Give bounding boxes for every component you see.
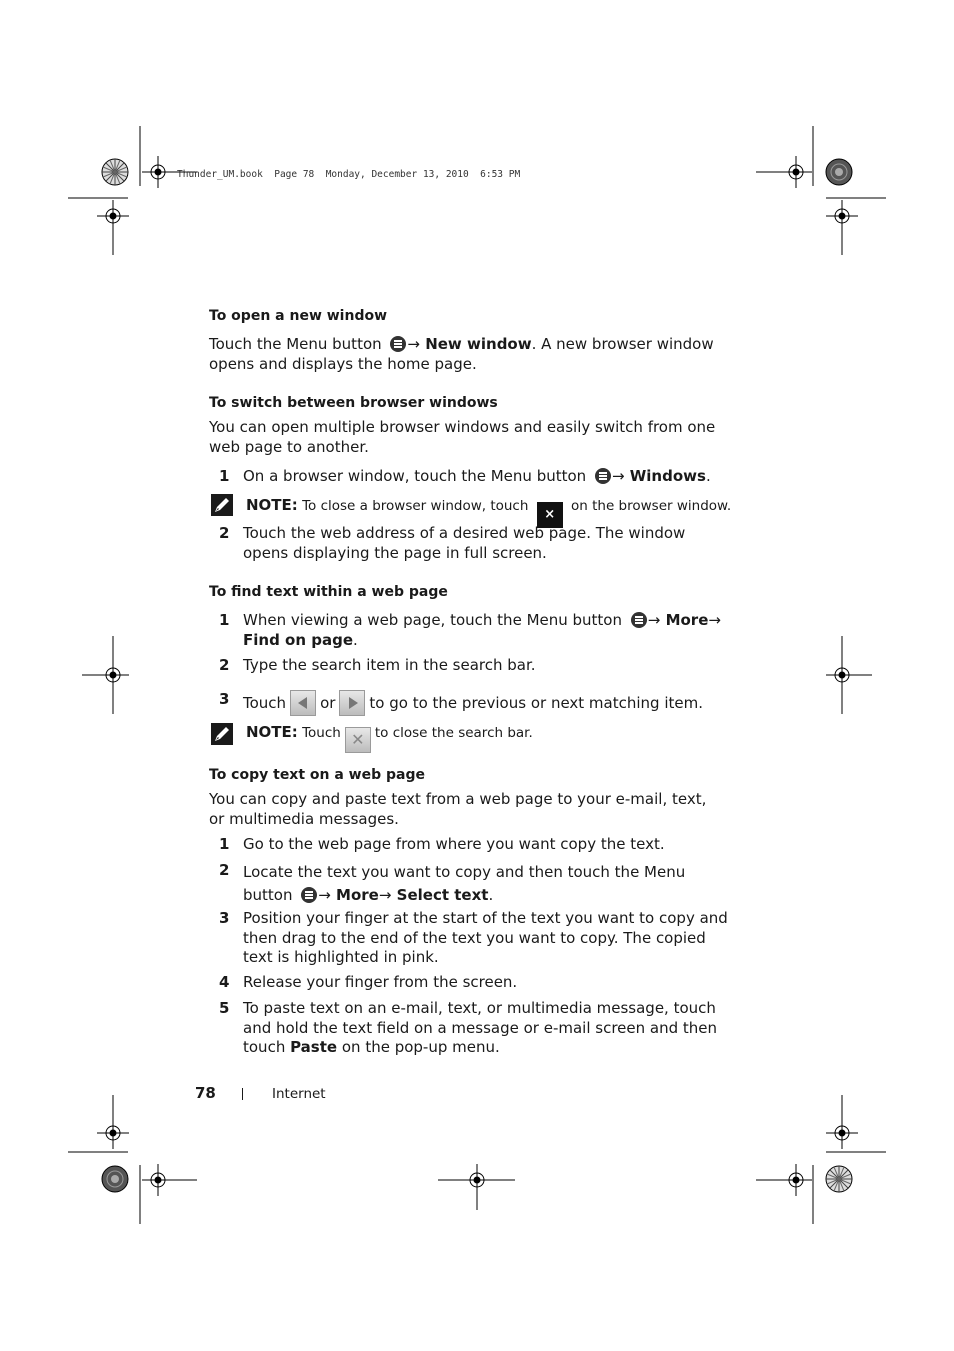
registration-wheel-icon xyxy=(102,1166,128,1192)
menu-icon xyxy=(631,612,647,628)
step-number: 1 xyxy=(219,835,230,853)
step-find-3: Touch or to go to the previous or next matching item. xyxy=(243,690,728,716)
registration-wheel-icon xyxy=(826,1166,852,1192)
step-number: 2 xyxy=(219,861,230,879)
paragraph-switch-intro: You can open multiple browser windows and easily switch from one web page to another. xyxy=(209,418,716,456)
footer-section-label: Internet xyxy=(272,1086,326,1102)
menu-icon xyxy=(301,887,317,903)
step-number: 5 xyxy=(219,999,230,1017)
paragraph-open-new-window: Touch the Menu button → New window. A new browser window opens and displays the home page. xyxy=(209,335,714,373)
heading-find-text: To find text within a web page xyxy=(209,584,448,600)
heading-switch-windows: To switch between browser windows xyxy=(209,395,498,411)
step-find-2: Type the search item in the search bar. xyxy=(243,656,536,674)
next-arrow-icon xyxy=(339,690,365,716)
step-copy-1: Go to the web page from where you want copy the text. xyxy=(243,835,665,853)
step-switch-1: On a browser window, touch the Menu button → Windows. xyxy=(243,467,711,485)
registration-wheel-icon xyxy=(102,159,128,185)
step-copy-3: Position your finger at the start of the text you want to copy and then drag to the end of the text you want to copy. The copied text is highlighted in pink. xyxy=(243,909,728,966)
step-number: 4 xyxy=(219,973,230,991)
menu-icon xyxy=(595,468,611,484)
pencil-note-icon xyxy=(211,723,233,745)
note-close-search: NOTE: Touch ✕ to close the search bar. xyxy=(246,723,533,753)
page-number: 78 xyxy=(195,1084,216,1102)
step-find-1: When viewing a web page, touch the Menu button → More→ Find on page. xyxy=(243,611,721,649)
pencil-note-icon xyxy=(211,494,233,516)
step-copy-4: Release your finger from the screen. xyxy=(243,973,518,991)
step-copy-5: To paste text on an e-mail, text, or multimedia message, touch and hold the text field on a message or e-mail screen and then touch Paste on the pop-up menu. xyxy=(243,999,718,1056)
step-switch-2: Touch the web address of a desired web page. The window opens displaying the page in full screen. xyxy=(243,524,686,562)
paragraph-copy-intro: You can copy and paste text from a web page to your e-mail, text, or multimedia messages. xyxy=(209,790,707,828)
menu-icon xyxy=(390,336,406,352)
note-close-window: NOTE: To close a browser window, touch × on the browser window. xyxy=(246,496,731,528)
close-icon: × xyxy=(537,502,563,528)
heading-open-new-window: To open a new window xyxy=(209,308,388,324)
step-number: 1 xyxy=(219,467,230,485)
print-slug: Thunder_UM.book Page 78 Monday, December 13, 2010 6:53 PM xyxy=(177,169,521,180)
heading-copy-text: To copy text on a web page xyxy=(209,767,425,783)
registration-wheel-icon xyxy=(826,159,852,185)
close-icon: ✕ xyxy=(345,727,371,753)
step-number: 3 xyxy=(219,909,230,927)
step-number: 3 xyxy=(219,690,230,708)
step-number: 2 xyxy=(219,656,230,674)
footer-separator xyxy=(242,1088,243,1100)
previous-arrow-icon xyxy=(290,690,316,716)
step-number: 1 xyxy=(219,611,230,629)
step-copy-2: Locate the text you want to copy and then touch the Menu button → More→ Select text. xyxy=(243,863,686,904)
step-number: 2 xyxy=(219,524,230,542)
